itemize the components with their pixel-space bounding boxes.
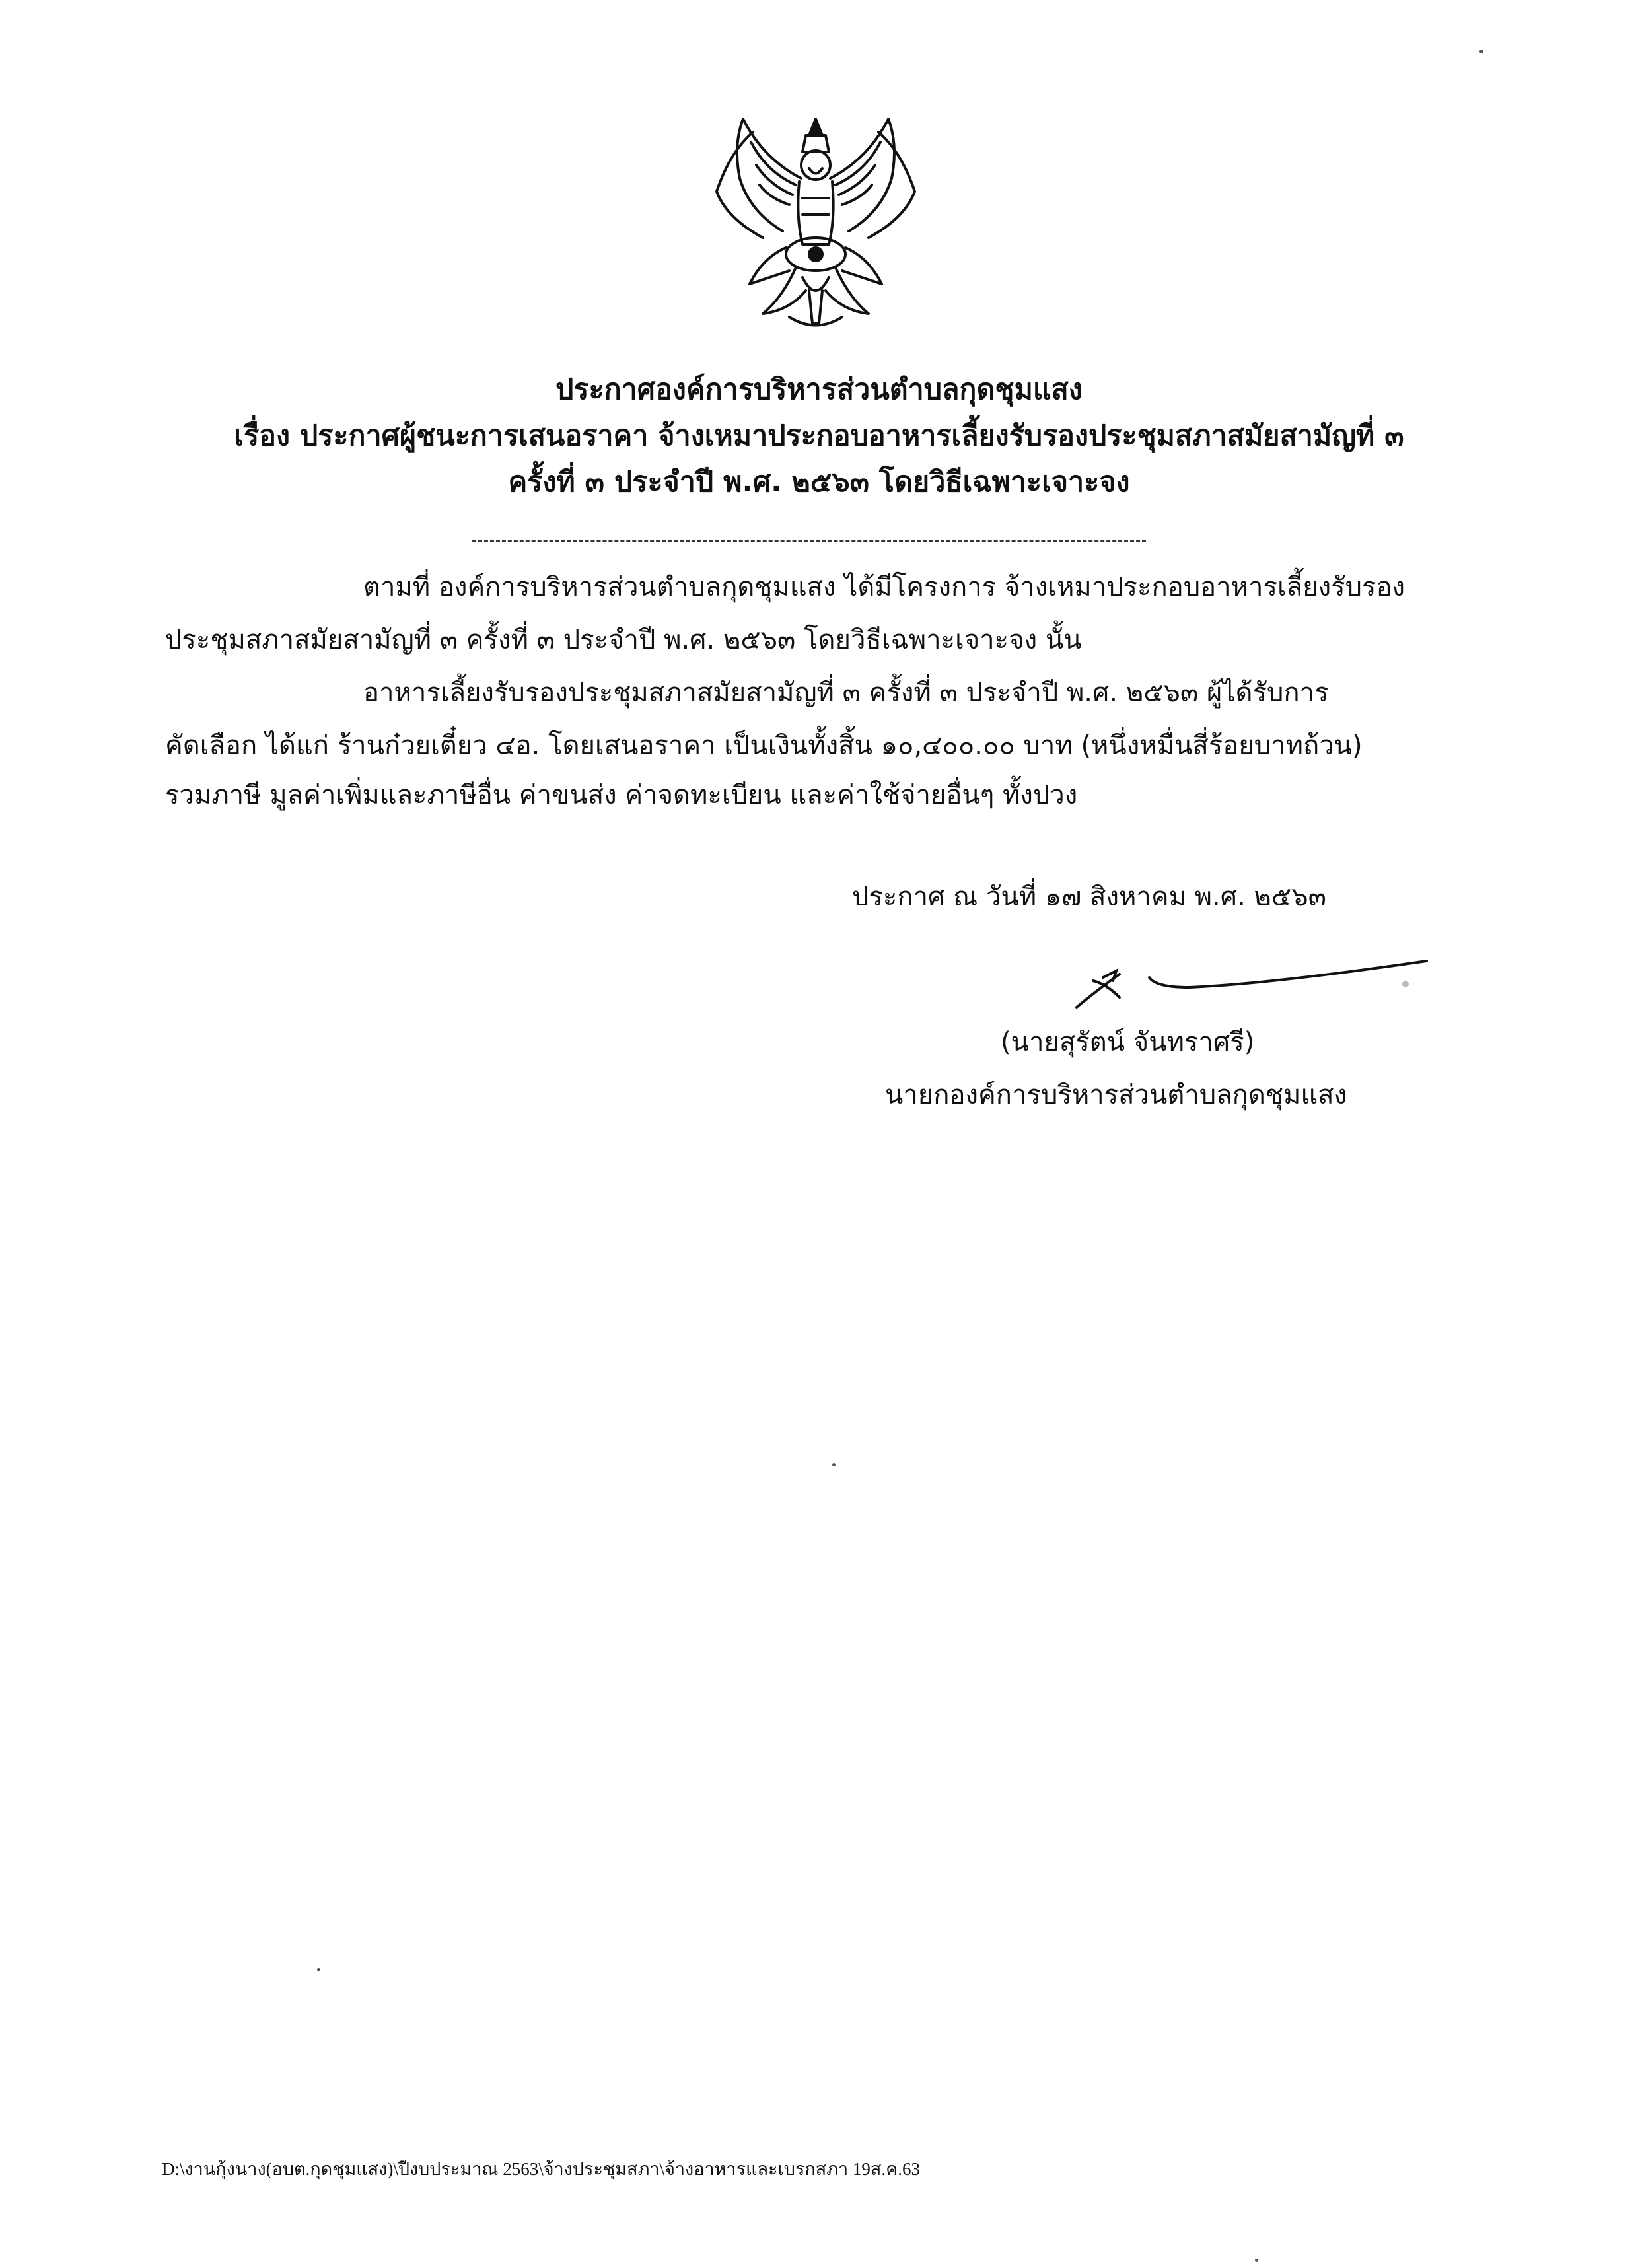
paragraph-1-line-1: ตามที่ องค์การบริหารส่วนตำบลกุดชุมแสง ได้มีโครงการ จ้างเหมาประกอบอาหารเลี้ยงรับรอง [363,572,1406,602]
scan-speck [1479,50,1483,53]
paragraph-2-line-1: อาหารเลี้ยงรับรองประชุมสภาสมัยสามัญที่ ๓ ครั้งที่ ๓ ประจำปี พ.ศ. ๒๕๖๓ ผู้ได้รับการ [363,678,1329,708]
file-path-footer: D:\งานกุ้งนาง(อบต.กุดชุมแสง)\ปีงบประมาณ 2563\จ้างประชุมสภา\จ้างอาหารและเบรกสภา 19ส.ค.63 [162,2159,920,2179]
title-divider [472,540,1146,542]
scan-speck [317,1968,320,1971]
announcement-date: ประกาศ ณ วันที่ ๑๗ สิงหาคม พ.ศ. ๒๕๖๓ [852,882,1326,912]
paragraph-2-line-3: รวมภาษี มูลค่าเพิ่มและภาษีอื่น ค่าขนส่ง ค่าจดทะเบียน และค่าใช้จ่ายอื่นๆ ทั้งปวง [165,780,1078,810]
scan-speck [832,1463,836,1466]
document-title: ประกาศองค์การบริหารส่วนตำบลกุดชุมแสง [555,373,1083,406]
signer-name: (นายสุรัตน์ จันทราศรี) [1001,1027,1255,1057]
signer-position: นายกองค์การบริหารส่วนตำบลกุดชุมแสง [885,1080,1347,1110]
garuda-emblem-icon [703,106,928,337]
document-subject: เรื่อง ประกาศผู้ชนะการเสนอราคา จ้างเหมาประกอบอาหารเลี้ยงรับรองประชุมสภาสมัยสามัญที่ ๓ [234,419,1404,452]
document-subject-continued: ครั้งที่ ๓ ประจำปี พ.ศ. ๒๕๖๓ โดยวิธีเฉพาะเจาะจง [508,466,1130,499]
paragraph-2-line-2: คัดเลือก ได้แก่ ร้านก๋วยเตี๋ยว ๔อ. โดยเสนอราคา เป็นเงินทั้งสิ้น ๑๐,๔๐๐.๐๐ บาท (หนึ่งหมื่นสี่ร้อยบาทถ้วน) [165,730,1363,761]
scan-speck [1255,2259,1258,2262]
handwritten-signature-icon [1057,951,1440,1024]
paragraph-1-line-2: ประชุมสภาสมัยสามัญที่ ๓ ครั้งที่ ๓ ประจำปี พ.ศ. ๒๕๖๓ โดยวิธีเฉพาะเจาะจง นั้น [165,625,1082,655]
